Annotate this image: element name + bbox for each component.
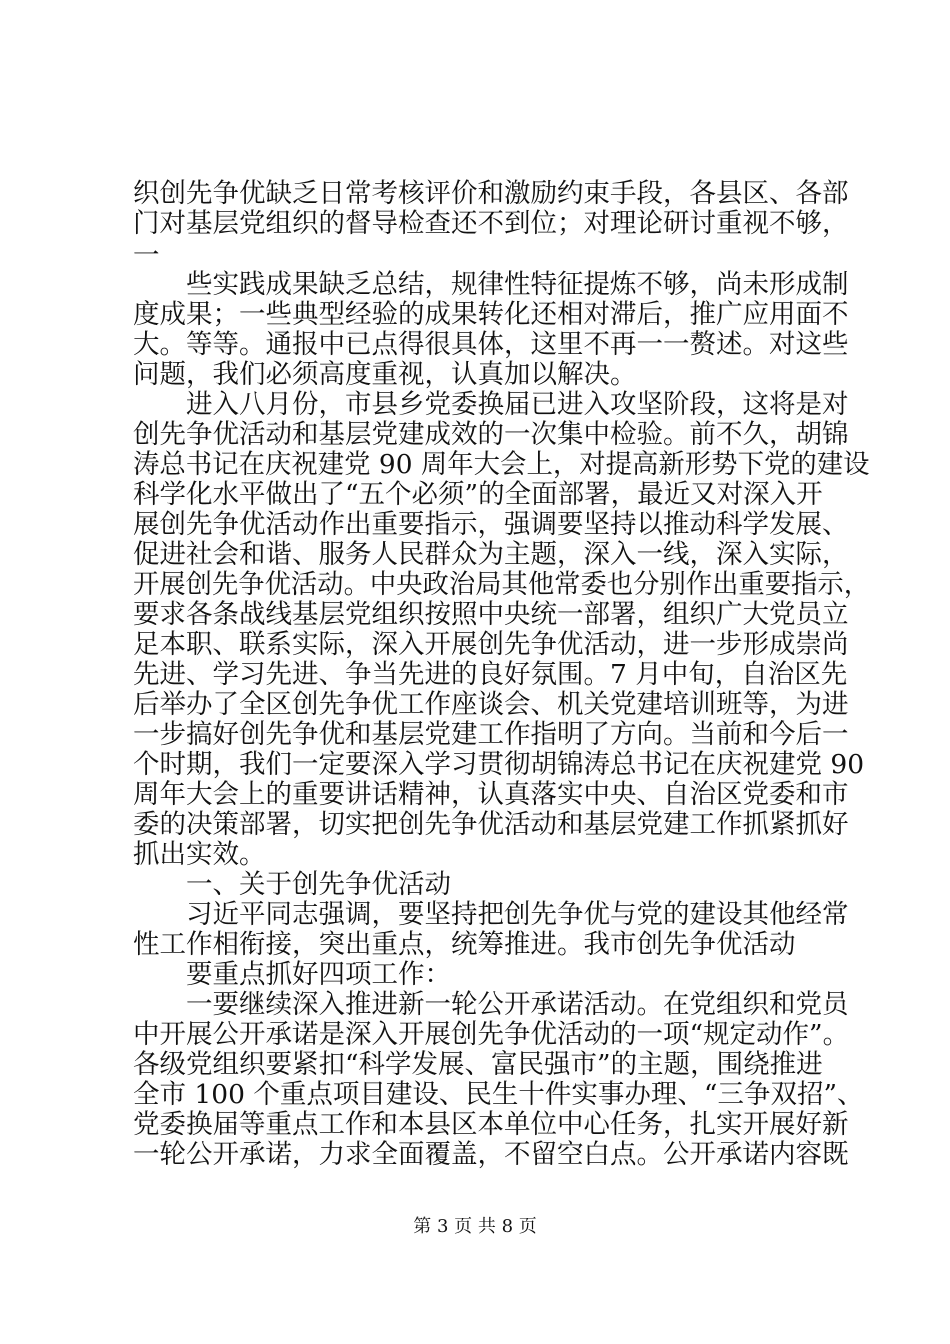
body-text-line: 全市 100 个重点项目建设、民生十件实事办理、“三争双招”、 — [133, 1079, 864, 1110]
body-text-line: 大。等等。通报中已点得很具体，这里不再一一赘述。对这些 — [133, 329, 849, 360]
body-text-line: 问题，我们必须高度重视，认真加以解决。 — [133, 359, 637, 390]
body-text-line: 足本职、联系实际，深入开展创先争优活动，进一步形成崇尚 — [133, 629, 849, 660]
body-text-line: 各级党组织要紧扣“科学发展、富民强市”的主题，围绕推进 — [133, 1049, 823, 1080]
body-text-line: 性工作相衔接，突出重点，统筹推进。我市创先争优活动 — [133, 929, 796, 960]
body-text-line: 科学化水平做出了“五个必须”的全面部署，最近又对深入开 — [133, 479, 823, 510]
body-text-line: 个时期，我们一定要深入学习贯彻胡锦涛总书记在庆祝建党 90 — [133, 749, 865, 780]
body-text-line: 先进、学习先进、争当先进的良好氛围。7 月中旬，自治区先 — [133, 659, 848, 690]
body-text-line: 一要继续深入推进新一轮公开承诺活动。在党组织和党员 — [133, 989, 849, 1020]
body-text-line: 促进社会和谐、服务人民群众为主题，深入一线，深入实际， — [133, 539, 849, 570]
body-text-line: 一 — [133, 240, 160, 271]
body-text-line: 周年大会上的重要讲话精神，认真落实中央、自治区党委和市 — [133, 779, 849, 810]
body-text-line: 习近平同志强调，要坚持把创先争优与党的建设其他经常 — [133, 899, 849, 930]
body-text-line: 抓出实效。 — [133, 839, 266, 870]
section-heading: 一、关于创先争优活动 — [133, 869, 451, 900]
body-text-line: 度成果；一些典型经验的成果转化还相对滞后，推广应用面不 — [133, 299, 849, 330]
body-text-line: 一步搞好创先争优和基层党建工作指明了方向。当前和今后一 — [133, 719, 849, 750]
body-text-line: 一轮公开承诺，力求全面覆盖，不留空白点。公开承诺内容既 — [133, 1139, 849, 1170]
body-text-line: 委的决策部署，切实把创先争优活动和基层党建工作抓紧抓好 — [133, 809, 849, 840]
body-text-line: 进入八月份，市县乡党委换届已进入攻坚阶段，这将是对 — [133, 389, 849, 420]
body-text-line: 要求各条战线基层党组织按照中央统一部署，组织广大党员立 — [133, 599, 849, 630]
body-text-line: 些实践成果缺乏总结，规律性特征提炼不够，尚未形成制 — [133, 269, 849, 300]
body-text-line: 党委换届等重点工作和本县区本单位中心任务，扎实开展好新 — [133, 1109, 849, 1140]
body-text-line: 中开展公开承诺是深入开展创先争优活动的一项“规定动作”。 — [133, 1019, 850, 1050]
body-text-line: 展创先争优活动作出重要指示，强调要坚持以推动科学发展、 — [133, 509, 849, 540]
body-text-line: 要重点抓好四项工作： — [133, 959, 451, 990]
body-text-line: 后举办了全区创先争优工作座谈会、机关党建培训班等，为进 — [133, 689, 849, 720]
page-number-footer: 第 3 页 共 8 页 — [413, 1216, 537, 1237]
body-text-line: 织创先争优缺乏日常考核评价和激励约束手段，各县区、各部 — [133, 178, 849, 209]
body-text-line: 门对基层党组织的督导检查还不到位；对理论研讨重视不够， — [133, 208, 849, 239]
body-text-line: 涛总书记在庆祝建党 90 周年大会上，对提高新形势下党的建设 — [133, 449, 870, 480]
body-text-line: 开展创先争优活动。中央政治局其他常委也分别作出重要指示， — [133, 569, 871, 600]
body-text-line: 创先争优活动和基层党建成效的一次集中检验。前不久，胡锦 — [133, 419, 849, 450]
